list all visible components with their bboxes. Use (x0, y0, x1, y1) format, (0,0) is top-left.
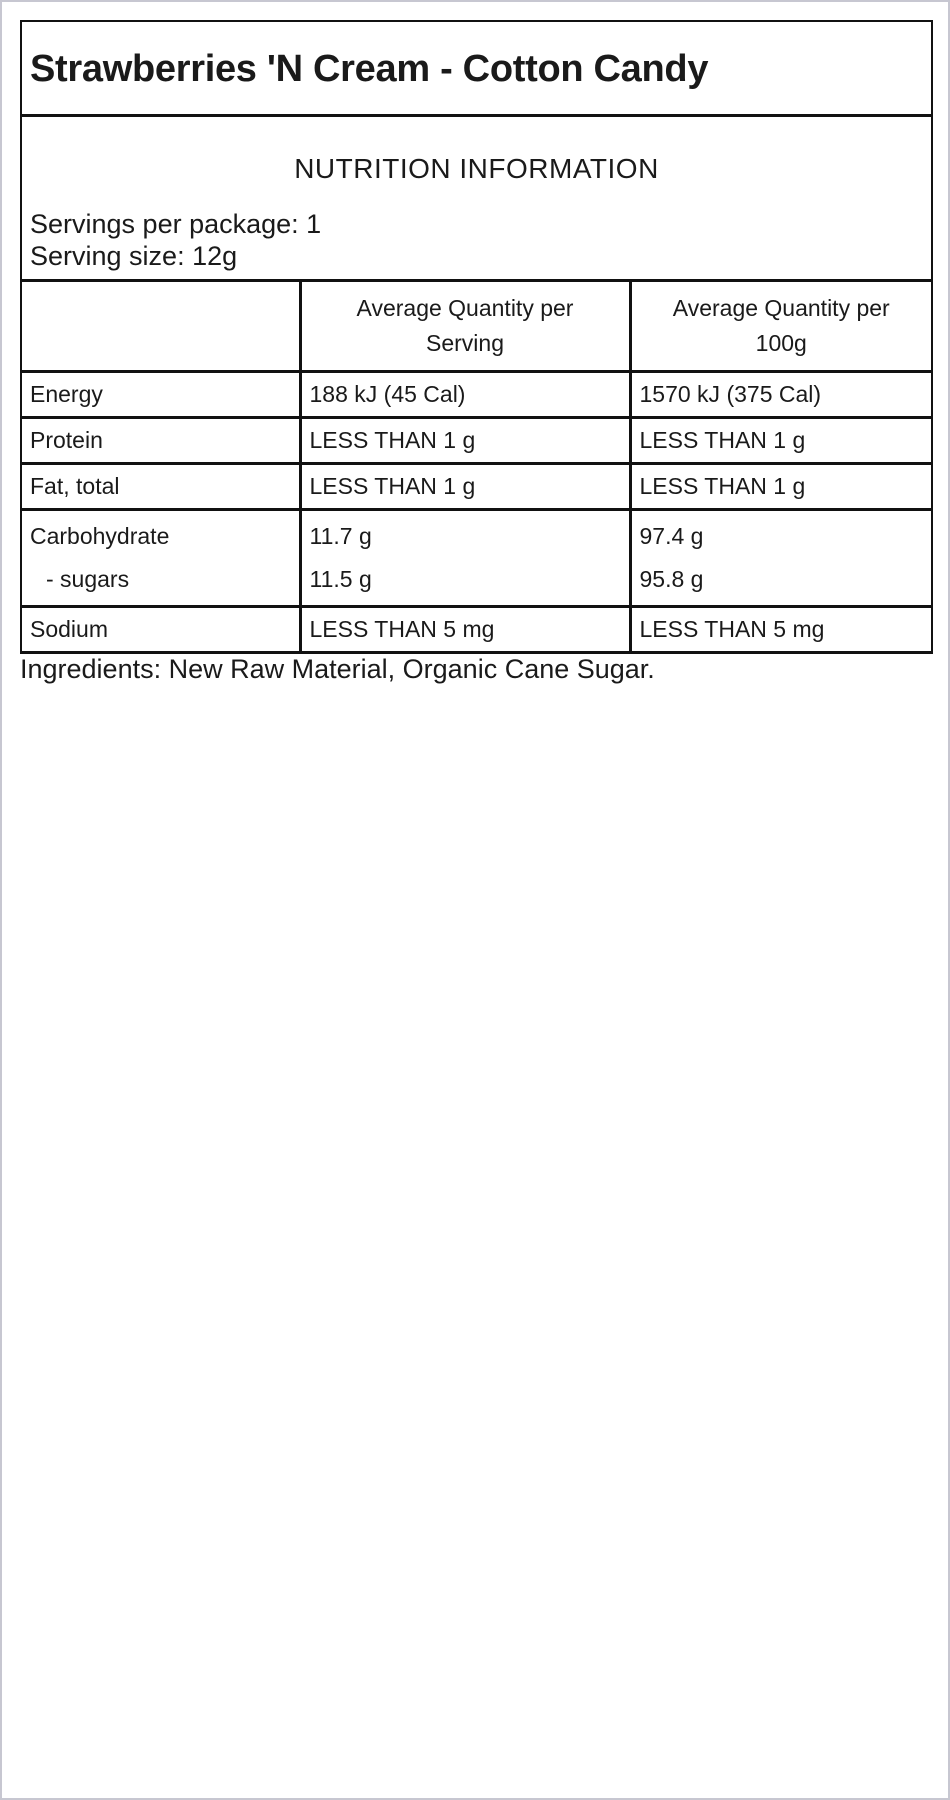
nutrition-info-heading: NUTRITION INFORMATION (294, 153, 659, 184)
table-row-protein (22, 418, 931, 464)
per-100g-value: 1570 kJ (375 Cal) (630, 372, 931, 418)
nutrient-name: Protein (22, 418, 300, 464)
nutrient-name: Energy (22, 372, 300, 418)
serving-size: Serving size: 12g (30, 241, 238, 271)
per-100g-value: 97.4 g (639, 523, 704, 549)
per-100g-value: LESS THAN 1 g (630, 418, 931, 464)
per-100g-value: LESS THAN 5 mg (630, 607, 931, 653)
per-serving-value: LESS THAN 1 g (300, 418, 630, 464)
nutrition-table (22, 282, 931, 654)
table-row-sodium (22, 607, 931, 653)
table-row-energy (22, 372, 931, 418)
table-header-row (22, 282, 931, 372)
nutrient-name: Fat, total (22, 464, 300, 510)
sub-nutrient-name: - sugars (46, 566, 130, 592)
per-serving-value: LESS THAN 5 mg (300, 607, 630, 653)
per-100g-value: LESS THAN 1 g (630, 464, 931, 510)
nutrition-label (20, 20, 933, 654)
per-100g-cell (630, 510, 931, 607)
table-row-carbohydrate (22, 510, 931, 607)
sub-per-serving-value: 11.5 g (309, 566, 372, 592)
per-serving-value: 188 kJ (45 Cal) (300, 372, 630, 418)
nutrient-name-cell (22, 510, 300, 607)
column-header-per-100g: Average Quantity per 100g (630, 282, 931, 372)
sub-per-100g-value: 95.8 g (639, 566, 704, 592)
nutrient-name: Carbohydrate (30, 523, 170, 549)
product-title: Strawberries 'N Cream - Cotton Candy (22, 22, 931, 117)
per-serving-value: 11.7 g (309, 523, 372, 549)
per-serving-cell (300, 510, 630, 607)
ingredients-text: Ingredients: New Raw Material, Organic Cane Sugar. (20, 654, 655, 684)
servings-per-package: Servings per package: 1 (30, 209, 322, 239)
nutrient-name: Sodium (22, 607, 300, 653)
column-header-nutrient (22, 282, 300, 372)
nutrition-info-header (22, 117, 931, 282)
column-header-per-serving: Average Quantity per Serving (300, 282, 630, 372)
table-row-fat-total (22, 464, 931, 510)
per-serving-value: LESS THAN 1 g (300, 464, 630, 510)
